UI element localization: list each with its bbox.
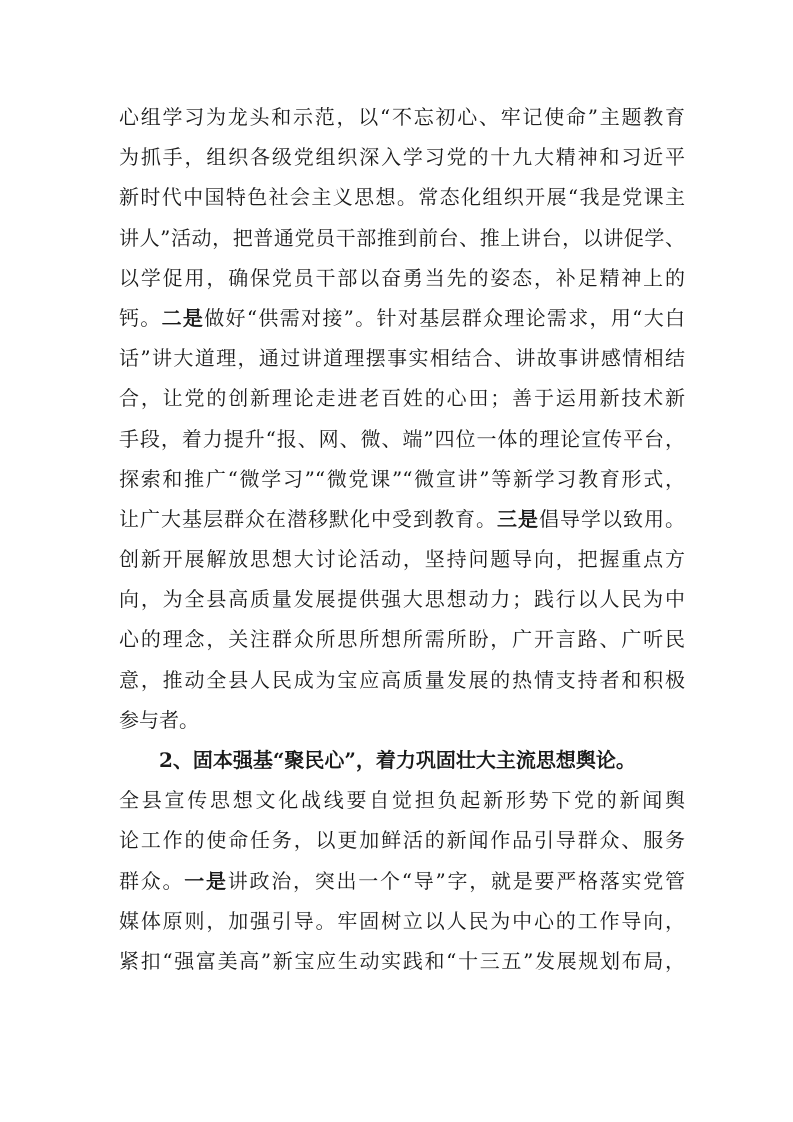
text-segment: 让广大基层群众在潜移默化中受到教育。 xyxy=(119,506,497,531)
text-line xyxy=(119,539,685,579)
text-line xyxy=(119,579,685,619)
text-line xyxy=(119,861,685,901)
text-segment: 钙。 xyxy=(119,305,162,330)
text-line xyxy=(119,901,685,941)
bold-text-segment: 2、固本强基“聚民心”，着力巩固壮大主流思想舆论。 xyxy=(159,748,636,772)
text-segment: 手段，着力提升“报、网、微、端”四位一体的理论宣传平台， xyxy=(119,426,685,451)
text-segment: 倡导学以致用。 xyxy=(539,506,685,531)
text-segment: 向，为全县高质量发展提供强大思想动力；践行以人民为中 xyxy=(119,587,685,612)
text-line xyxy=(119,941,685,981)
text-segment: 群众。 xyxy=(119,868,185,893)
text-line xyxy=(119,378,685,418)
text-line xyxy=(119,499,685,539)
text-line xyxy=(119,338,685,378)
text-segment: 意，推动全县人民成为宝应高质量发展的热情支持者和积极 xyxy=(119,667,685,692)
text-line xyxy=(119,459,685,499)
text-segment: 创新开展解放思想大讨论活动，坚持问题导向，把握重点方 xyxy=(119,547,685,572)
text-segment: 媒体原则，加强引导。牢固树立以人民为中心的工作导向， xyxy=(119,908,685,933)
text-line xyxy=(119,177,685,217)
text-segment: 心的理念，关注群众所思所想所需所盼，广开言路、广听民 xyxy=(119,627,685,652)
text-segment: 讲政治，突出一个“导”字，就是要严格落实党管 xyxy=(227,868,686,893)
text-line xyxy=(119,740,685,780)
text-line xyxy=(119,258,685,298)
bold-text-segment: 三是 xyxy=(497,506,539,531)
body-text xyxy=(119,97,685,981)
text-line xyxy=(119,298,685,338)
text-segment: 心组学习为龙头和示范，以“不忘初心、牢记使命”主题教育 xyxy=(119,105,685,129)
text-segment: 以学促用，确保党员干部以奋勇当先的姿态，补足精神上的 xyxy=(119,265,685,290)
text-line xyxy=(119,97,685,137)
text-line xyxy=(119,700,685,740)
text-segment: 为抓手，组织各级党组织深入学习党的十九大精神和习近平 xyxy=(119,145,685,170)
text-segment: 新时代中国特色社会主义思想。常态化组织开展“我是党课主 xyxy=(119,185,685,210)
text-line xyxy=(119,820,685,860)
text-segment: 讲人”活动，把普通党员干部推到前台、推上讲台，以讲促学、 xyxy=(119,225,685,250)
text-segment: 紧扣“强富美高”新宝应生动实践和“十三五”发展规划布局， xyxy=(119,948,685,973)
bold-text-segment: 二是 xyxy=(161,305,205,330)
bold-text-segment: 一是 xyxy=(184,868,228,893)
text-line xyxy=(119,780,685,820)
text-line xyxy=(119,619,685,659)
text-line xyxy=(119,137,685,177)
text-line xyxy=(119,419,685,459)
text-segment: 论工作的使命任务，以更加鲜活的新闻作品引导群众、服务 xyxy=(119,828,685,853)
text-segment: 全县宣传思想文化战线要自觉担负起新形势下党的新闻舆 xyxy=(119,788,685,813)
text-segment: 话”讲大道理，通过讲道理摆事实相结合、讲故事讲感情相结 xyxy=(119,346,685,371)
text-segment: 合，让党的创新理论走进老百姓的心田；善于运用新技术新 xyxy=(119,386,685,411)
text-segment: 探索和推广“微学习”“微党课”“微宣讲”等新学习教育形式， xyxy=(119,466,685,491)
text-line xyxy=(119,218,685,258)
text-line xyxy=(119,660,685,700)
text-segment: 做好“供需对接”。针对基层群众理论需求，用“大白 xyxy=(204,305,686,330)
text-segment: 参与者。 xyxy=(119,707,199,732)
